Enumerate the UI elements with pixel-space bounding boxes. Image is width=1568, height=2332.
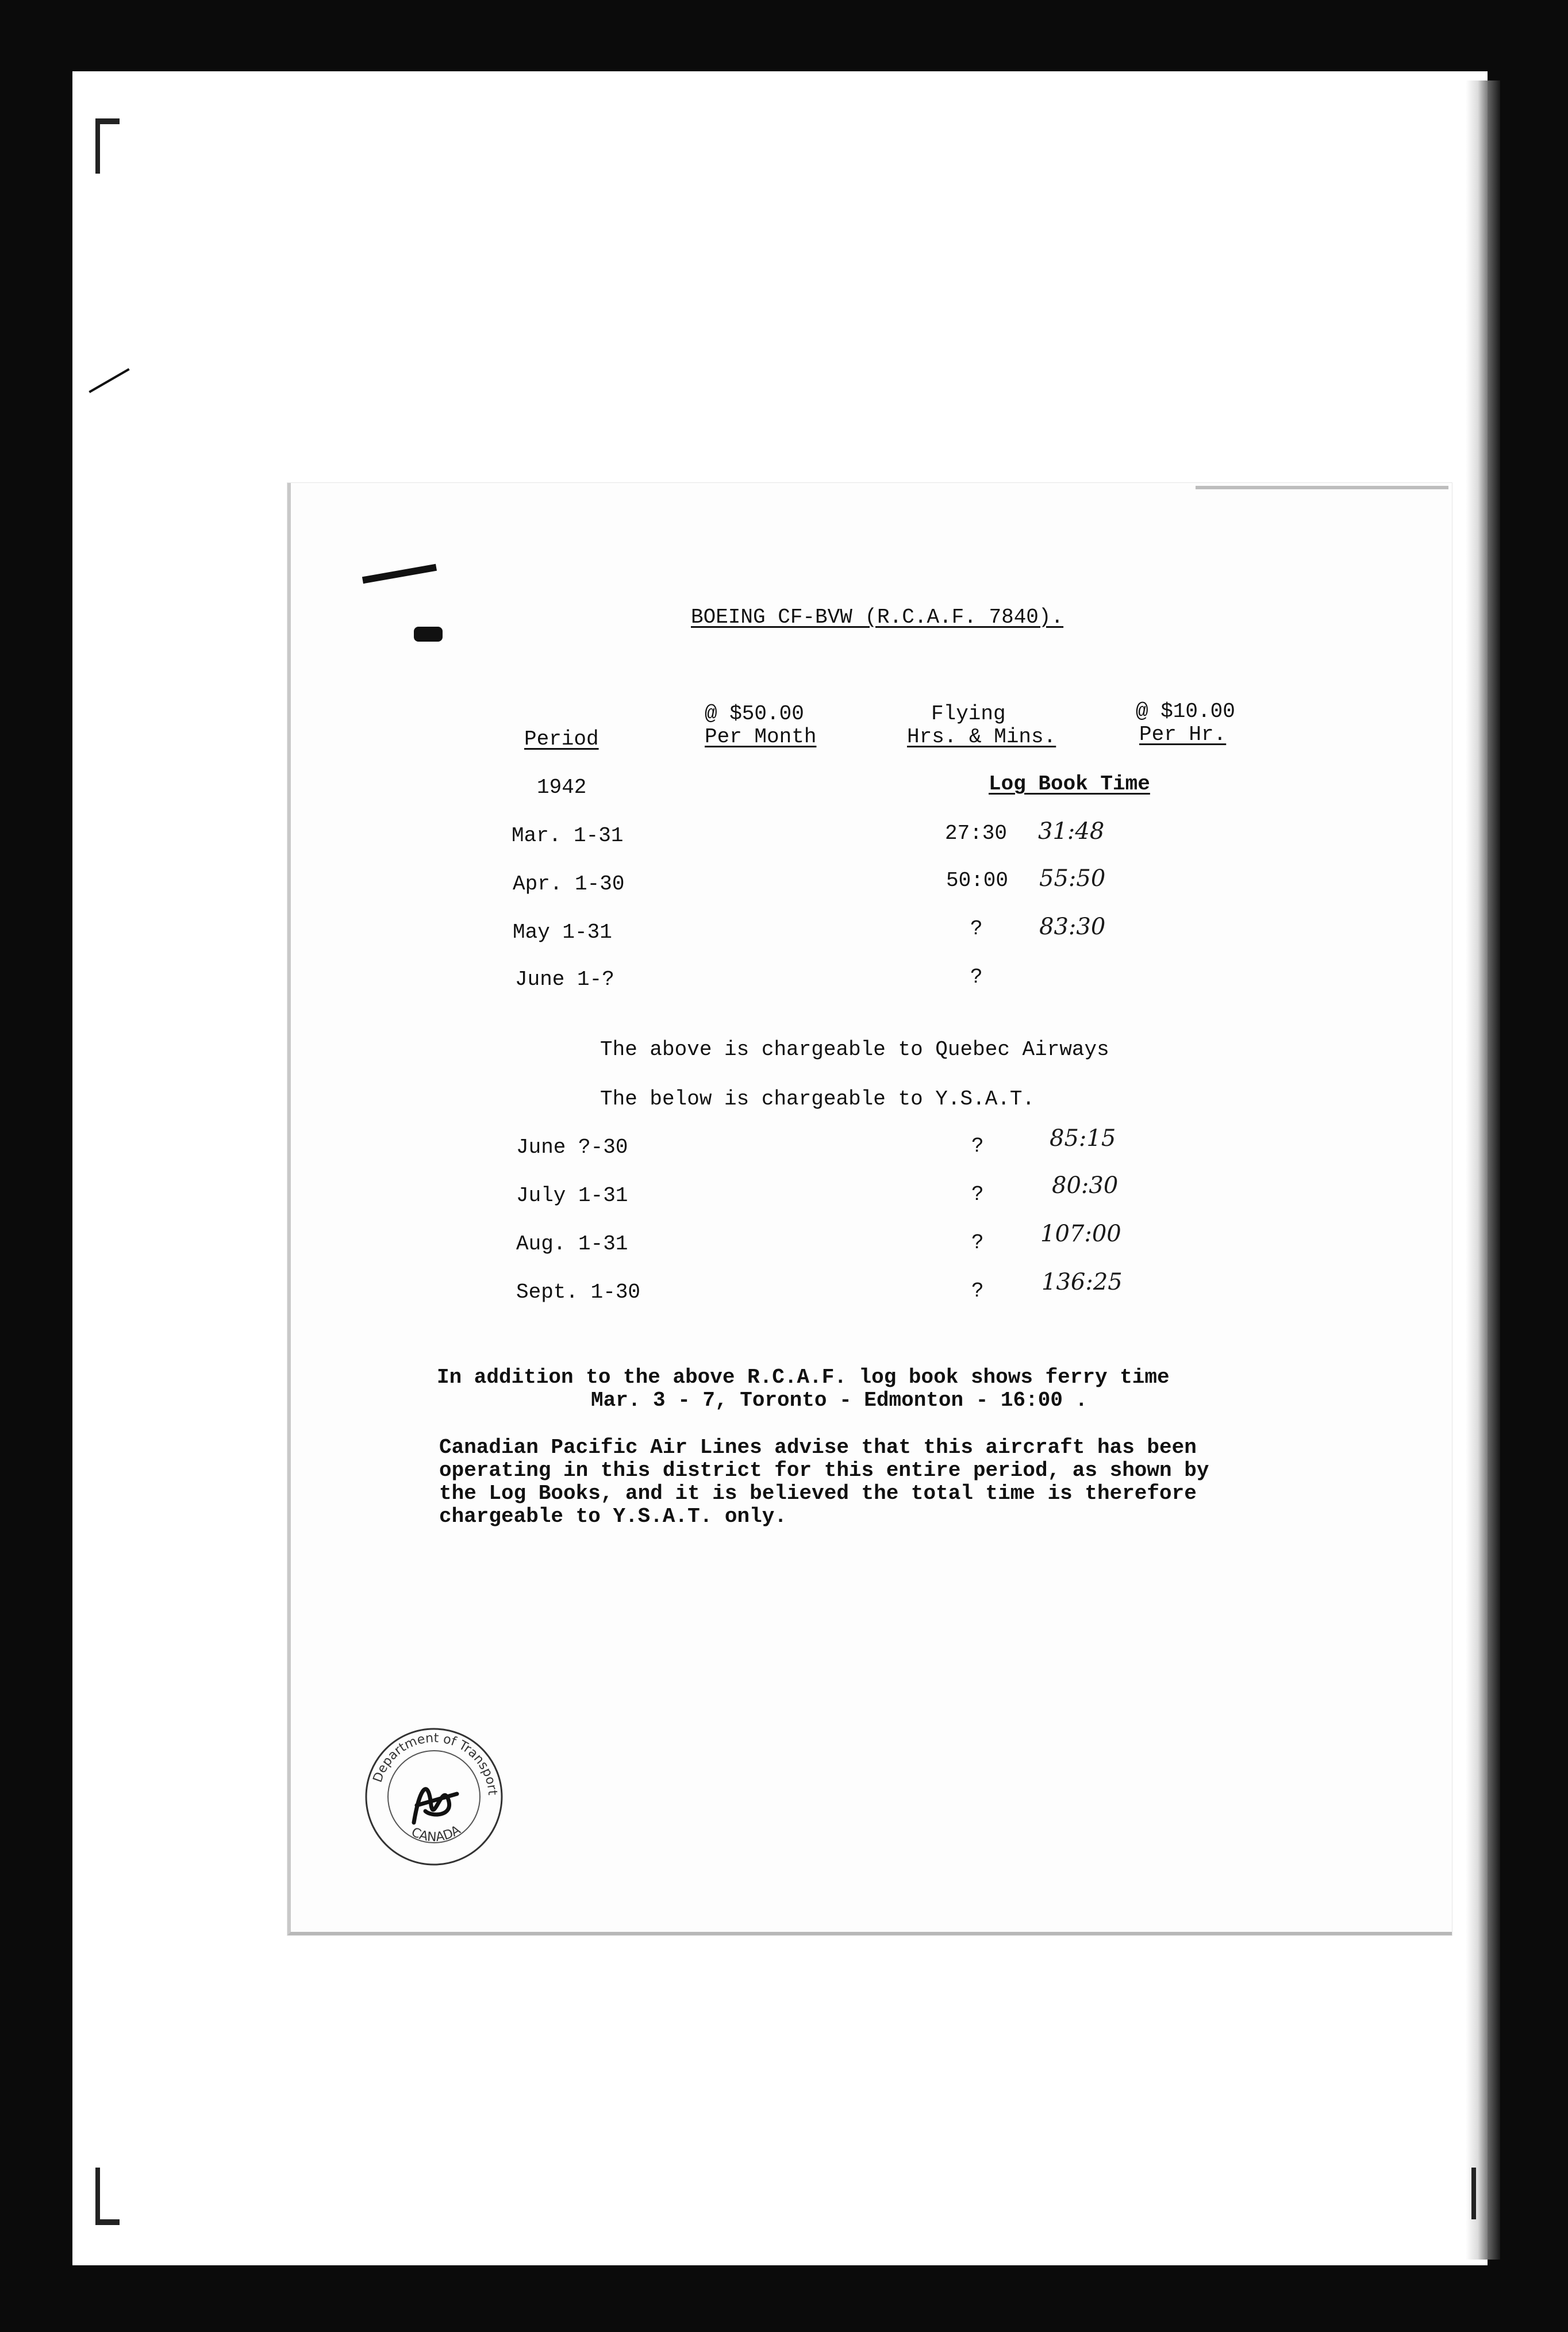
cpal-line: the Log Books, and it is believed the total time is therefore [439,1482,1197,1505]
row-flying: 50:00 [946,869,1009,892]
sheet-edge [1196,486,1448,489]
row-flying: ? [971,1134,984,1158]
page-edge-shadow [1466,80,1500,2260]
header-rate-hour-2: Per Hr. [1139,723,1227,746]
crop-mark-top-left [95,118,120,174]
crop-mark-bottom-right [1460,2168,1476,2219]
row-log-time: 107:00 [1040,1221,1121,1247]
header-flying-1: Flying [931,702,1006,726]
row-period: Aug. 1-31 [516,1232,628,1256]
row-flying: 27:30 [945,822,1008,845]
document-title: BOEING CF-BVW (R.C.A.F. 7840). [691,605,1064,629]
log-book-time-label: Log Book Time [989,772,1150,796]
department-of-transport-stamp [362,1725,506,1869]
row-log-time: 83:30 [1039,914,1106,940]
cpal-line: chargeable to Y.S.A.T. only. [439,1505,787,1528]
ferry-line-1: In addition to the above R.C.A.F. log book shows ferry time [437,1366,1170,1389]
row-flying: ? [971,1279,984,1303]
row-period: Mar. 1-31 [512,824,624,847]
svg-text:Department of Transport: Department of Transport [370,1731,500,1796]
ferry-line-2: Mar. 3 - 7, Toronto - Edmonton - 16:00 . [591,1389,1088,1412]
row-period: June ?-30 [516,1136,628,1159]
row-log-time: 85:15 [1050,1125,1116,1152]
row-flying: ? [970,917,983,941]
note-below: The below is chargeable to Y.S.A.T. [600,1087,1035,1111]
header-rate-month-1: @ $50.00 [705,702,804,726]
row-log-time: 80:30 [1052,1172,1119,1199]
header-flying-2: Hrs. & Mins. [907,725,1056,749]
row-log-time: 31:48 [1038,818,1105,845]
note-above: The above is chargeable to Quebec Airways [600,1038,1109,1061]
header-rate-month-2: Per Month [705,725,817,749]
row-flying: ? [971,1231,984,1255]
clip-mark-lower [414,627,443,642]
cpal-line: operating in this district for this entire period, as shown by [439,1459,1209,1482]
row-flying: ? [971,1183,984,1206]
svg-text:CANADA: CANADA [409,1823,463,1845]
cpal-line: Canadian Pacific Air Lines advise that this aircraft has been [439,1436,1197,1459]
header-rate-hour-1: @ $10.00 [1136,700,1235,723]
row-flying: ? [970,965,983,989]
crop-mark-bottom-left [95,2168,120,2225]
row-period: Apr. 1-30 [513,872,625,896]
year-label: 1942 [537,776,587,799]
row-log-time: 136:25 [1042,1269,1123,1295]
document-sheet [287,483,1452,1935]
row-period: July 1-31 [516,1184,628,1207]
row-period: June 1-? [515,968,614,991]
row-period: May 1-31 [513,920,612,944]
header-period: Period [524,727,599,751]
row-log-time: 55:50 [1039,865,1106,892]
row-period: Sept. 1-30 [516,1280,641,1304]
